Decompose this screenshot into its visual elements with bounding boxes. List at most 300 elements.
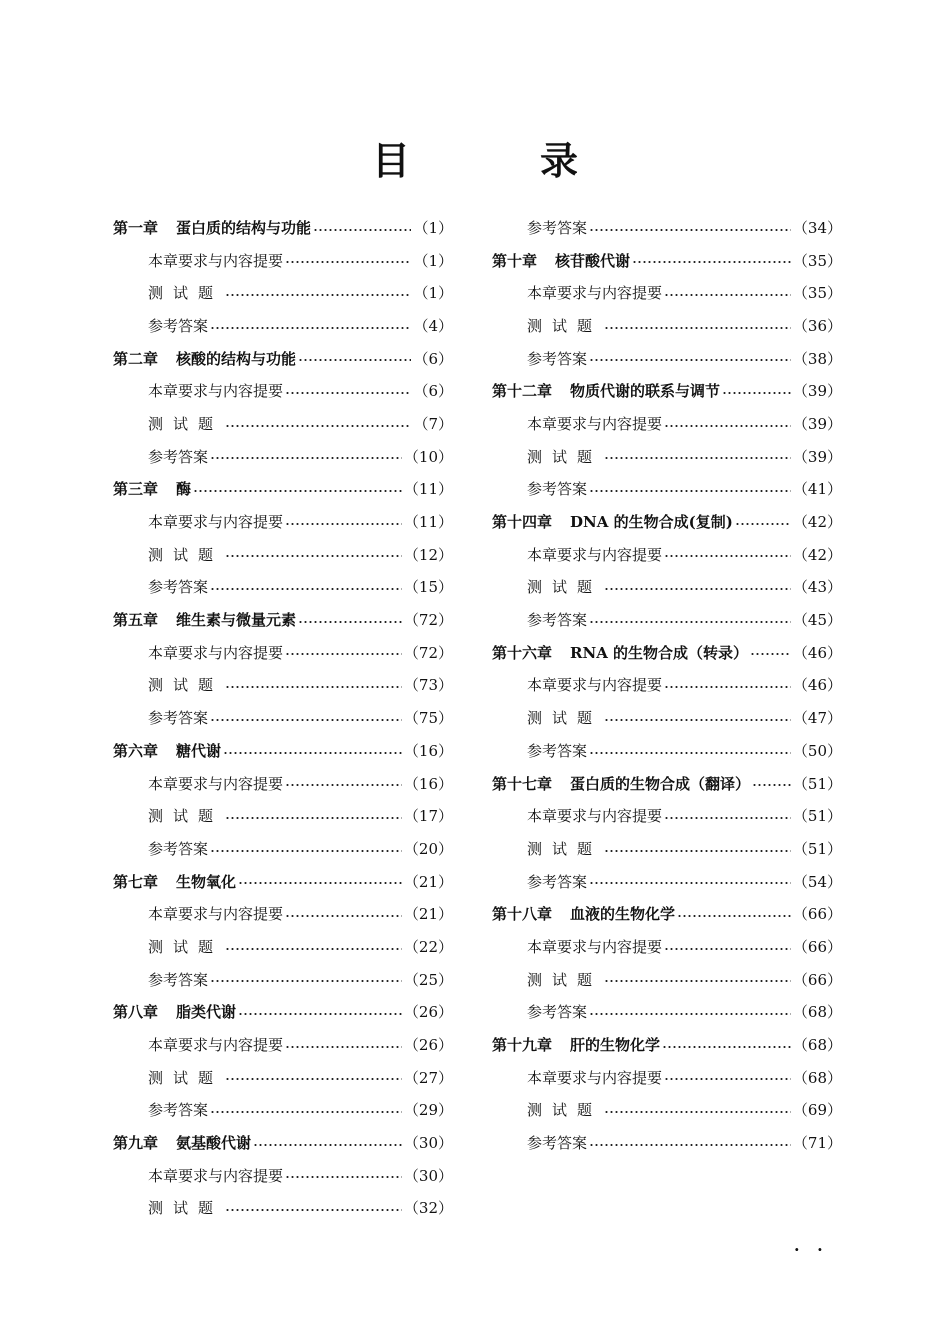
chapter-number: 第十七章: [492, 774, 553, 793]
page-number: （34）: [792, 218, 842, 237]
toc-section-entry: [113, 571, 453, 604]
toc-section-entry: [113, 309, 453, 342]
toc-section-entry: [113, 767, 453, 800]
page-number: （43）: [792, 578, 842, 597]
chapter-number: 第十二章: [492, 382, 553, 401]
dot-leader: [677, 906, 791, 921]
entry-text: 测试题: [527, 709, 603, 728]
toc-section-entry: [492, 865, 842, 898]
toc-entry-title: [148, 903, 283, 924]
page-number: （66）: [792, 970, 842, 989]
page-number: （12）: [403, 545, 453, 564]
dot-leader: [223, 743, 402, 758]
toc-section-entry: [492, 440, 842, 473]
chapter-number: 第一章: [113, 218, 159, 237]
dot-leader: [225, 547, 402, 562]
page-number: （72）: [403, 643, 453, 662]
page-number: （68）: [792, 1036, 842, 1055]
page-number: （25）: [403, 970, 453, 989]
dot-leader: [664, 939, 791, 954]
entry-text: 测试题: [148, 545, 224, 564]
dot-leader: [253, 1135, 402, 1150]
page-number: （30）: [403, 1134, 453, 1153]
toc-section-entry: [113, 276, 453, 309]
dot-leader: [589, 220, 791, 235]
toc-section-entry: [113, 1061, 453, 1094]
toc-section-entry: [113, 636, 453, 669]
toc-entry-title: [492, 903, 675, 924]
toc-section-entry: [113, 799, 453, 832]
entry-text: 本章要求与内容提要: [148, 513, 284, 532]
toc-section-entry: [492, 996, 842, 1029]
page-number: （46）: [792, 643, 842, 662]
toc-entry-title: [527, 1001, 587, 1022]
toc-chapter-entry: [492, 505, 842, 538]
dot-leader: [662, 1037, 791, 1052]
entry-text: 参考答案: [527, 349, 588, 368]
toc-entry-title: [527, 969, 602, 990]
toc-entry-title: [148, 413, 223, 434]
toc-chapter-entry: [492, 374, 842, 407]
toc-chapter-entry: [113, 211, 453, 244]
entry-text: 维生素与微量元素: [176, 611, 297, 630]
toc-chapter-entry: [113, 865, 453, 898]
toc-chapter-entry: [492, 767, 842, 800]
toc-section-entry: [113, 1028, 453, 1061]
toc-entry-title: [148, 446, 208, 467]
toc-section-entry: [113, 930, 453, 963]
toc-section-entry: [113, 1192, 453, 1225]
chapter-number: 第五章: [113, 611, 159, 630]
dot-leader: [285, 253, 411, 268]
page-number: （26）: [403, 1003, 453, 1022]
toc-section-entry: [492, 407, 842, 440]
toc-section-entry: [492, 603, 842, 636]
toc-entry-title: [148, 1067, 223, 1088]
toc-right-column: [492, 211, 842, 1159]
page-number: （47）: [792, 709, 842, 728]
toc-chapter-entry: [113, 1126, 453, 1159]
toc-entry-title: [148, 674, 223, 695]
page-number: （35）: [792, 284, 842, 303]
entry-text: 参考答案: [148, 709, 209, 728]
toc-entry-title: [527, 674, 662, 695]
page-number: （11）: [403, 480, 453, 499]
dot-leader: [722, 383, 791, 398]
entry-text: 物质代谢的联系与调节: [570, 382, 721, 401]
toc-section-entry: [113, 244, 453, 277]
page-number: （38）: [792, 349, 842, 368]
toc-entry-title: [148, 936, 223, 957]
toc-section-entry: [492, 538, 842, 571]
toc-entry-title: [148, 838, 208, 859]
dot-leader: [589, 874, 791, 889]
dot-leader: [285, 1168, 402, 1183]
toc-section-entry: [113, 440, 453, 473]
toc-chapter-entry: [113, 603, 453, 636]
toc-section-entry: [492, 669, 842, 702]
page-number: （6）: [413, 382, 453, 401]
toc-section-entry: [492, 701, 842, 734]
chapter-number: 第七章: [113, 872, 159, 891]
toc-section-entry: [492, 832, 842, 865]
toc-entry-title: [527, 1132, 587, 1153]
toc-entry-title: [113, 1001, 236, 1022]
entry-text: 测试题: [527, 316, 603, 335]
page-number: （15）: [403, 578, 453, 597]
entry-text: 酶: [176, 480, 192, 499]
dot-leader: [664, 808, 791, 823]
toc-section-entry: [113, 538, 453, 571]
toc-entry-title: [492, 380, 720, 401]
chapter-number: 第八章: [113, 1003, 159, 1022]
entry-text: 本章要求与内容提要: [148, 643, 284, 662]
entry-text: 蛋白质的结构与功能: [176, 218, 312, 237]
toc-chapter-entry: [113, 342, 453, 375]
toc-entry-title: [113, 609, 296, 630]
dot-leader: [664, 1070, 791, 1085]
toc-entry-title: [527, 871, 587, 892]
page-number: （39）: [792, 382, 842, 401]
toc-entry-title: [113, 871, 236, 892]
toc-section-entry: [113, 701, 453, 734]
dot-leader: [225, 1200, 402, 1215]
page-number: （11）: [403, 513, 453, 532]
page-number: （68）: [792, 1068, 842, 1087]
toc-entry-title: [492, 250, 630, 271]
entry-text: 测试题: [527, 447, 603, 466]
dot-leader: [285, 1037, 402, 1052]
page-number: （16）: [403, 774, 453, 793]
toc-entry-title: [527, 413, 662, 434]
page-number: （41）: [792, 480, 842, 499]
entry-text: 参考答案: [148, 970, 209, 989]
dot-leader: [589, 1135, 791, 1150]
dot-leader: [632, 253, 791, 268]
chapter-number: 第九章: [113, 1134, 159, 1153]
entry-text: 测试题: [148, 1068, 224, 1087]
chapter-number: 第十六章: [492, 643, 553, 662]
entry-text: 测试题: [148, 937, 224, 956]
page-number: （51）: [792, 807, 842, 826]
dot-leader: [604, 318, 791, 333]
page-number: （32）: [403, 1199, 453, 1218]
toc-section-entry: [492, 473, 842, 506]
toc-entry-title: [492, 642, 748, 663]
entry-text: 参考答案: [527, 611, 588, 630]
toc-section-entry: [113, 1159, 453, 1192]
dot-leader: [285, 776, 402, 791]
entry-text: 氨基酸代谢: [176, 1134, 252, 1153]
dot-leader: [285, 514, 402, 529]
toc-entry-title: [113, 740, 221, 761]
entry-text: 测试题: [148, 284, 224, 303]
entry-text: 测试题: [527, 578, 603, 597]
page-number: （7）: [413, 414, 453, 433]
toc-section-entry: [113, 407, 453, 440]
page-number: （1）: [413, 218, 453, 237]
dot-leader: [225, 808, 402, 823]
chapter-number: 第十八章: [492, 905, 553, 924]
page-number: （69）: [792, 1101, 842, 1120]
toc-chapter-entry: [113, 473, 453, 506]
page-number: （54）: [792, 872, 842, 891]
dot-leader: [664, 416, 791, 431]
entry-text: DNA 的生物合成(复制): [570, 513, 733, 532]
entry-text: 测试题: [527, 970, 603, 989]
entry-text: 本章要求与内容提要: [527, 1068, 663, 1087]
toc-section-entry: [113, 505, 453, 538]
entry-text: 参考答案: [527, 218, 588, 237]
toc-entry-title: [527, 805, 662, 826]
dot-leader: [225, 677, 402, 692]
dot-leader: [604, 449, 791, 464]
entry-text: 本章要求与内容提要: [148, 382, 284, 401]
page-number: （1）: [413, 284, 453, 303]
toc-section-entry: [113, 897, 453, 930]
dot-leader: [313, 220, 411, 235]
toc-entry-title: [527, 544, 662, 565]
dot-leader: [225, 1070, 402, 1085]
dot-leader: [735, 514, 791, 529]
dot-leader: [604, 579, 791, 594]
page-number: （10）: [403, 447, 453, 466]
toc-section-entry: [113, 374, 453, 407]
toc-entry-title: [527, 348, 587, 369]
toc-entry-title: [527, 609, 587, 630]
dot-leader: [285, 383, 411, 398]
dot-leader: [589, 743, 791, 758]
page-number: （1）: [413, 251, 453, 270]
toc-entry-title: [148, 380, 283, 401]
page-number: （45）: [792, 611, 842, 630]
toc-chapter-entry: [492, 1028, 842, 1061]
toc-entry-title: [492, 511, 733, 532]
toc-entry-title: [527, 446, 602, 467]
toc-left-column: [113, 211, 453, 1224]
toc-entry-title: [148, 1034, 283, 1055]
dot-leader: [210, 579, 402, 594]
page-number: （27）: [403, 1068, 453, 1087]
toc-section-entry: [492, 571, 842, 604]
toc-entry-title: [527, 936, 662, 957]
entry-text: 肝的生物化学: [570, 1036, 661, 1055]
page-number: （26）: [403, 1036, 453, 1055]
chapter-number: 第十九章: [492, 1036, 553, 1055]
entry-text: 本章要求与内容提要: [527, 807, 663, 826]
page-number: （35）: [792, 251, 842, 270]
entry-text: 测试题: [148, 807, 224, 826]
entry-text: 参考答案: [527, 872, 588, 891]
page-number: （46）: [792, 676, 842, 695]
page-number: （29）: [403, 1101, 453, 1120]
dot-leader: [225, 285, 411, 300]
page-number: （42）: [792, 513, 842, 532]
page-number: （66）: [792, 905, 842, 924]
entry-text: 本章要求与内容提要: [527, 414, 663, 433]
entry-text: 测试题: [148, 1199, 224, 1218]
entry-text: 本章要求与内容提要: [527, 545, 663, 564]
page-number: （66）: [792, 937, 842, 956]
entry-text: 测试题: [527, 1101, 603, 1120]
toc-entry-title: [527, 1099, 602, 1120]
toc-entry-title: [148, 969, 208, 990]
chapter-number: 第三章: [113, 480, 159, 499]
dot-leader: [285, 906, 402, 921]
dot-leader: [750, 645, 791, 660]
toc-entry-title: [527, 707, 602, 728]
toc-section-entry: [113, 669, 453, 702]
entry-text: RNA 的生物合成（转录）: [570, 643, 749, 662]
page-number: （4）: [413, 316, 453, 335]
dot-leader: [210, 972, 402, 987]
toc-entry-title: [113, 348, 296, 369]
dot-leader: [210, 710, 402, 725]
entry-text: 血液的生物化学: [570, 905, 676, 924]
entry-text: 本章要求与内容提要: [148, 251, 284, 270]
dot-leader: [664, 677, 791, 692]
page-footer-marks: · ·: [794, 1240, 829, 1259]
dot-leader: [604, 710, 791, 725]
toc-entry-title: [148, 805, 223, 826]
entry-text: 测试题: [527, 839, 603, 858]
toc-entry-title: [527, 1067, 662, 1088]
chapter-number: 第二章: [113, 349, 159, 368]
page-title: 目 录: [371, 138, 624, 183]
entry-text: 参考答案: [148, 316, 209, 335]
toc-section-entry: [492, 1094, 842, 1127]
page-number: （20）: [403, 839, 453, 858]
page-number: （72）: [403, 611, 453, 630]
entry-text: 参考答案: [527, 1003, 588, 1022]
dot-leader: [589, 612, 791, 627]
toc-section-entry: [492, 963, 842, 996]
dot-leader: [589, 351, 791, 366]
toc-chapter-entry: [492, 244, 842, 277]
toc-entry-title: [113, 217, 311, 238]
entry-text: 参考答案: [148, 1101, 209, 1120]
page-number: （22）: [403, 937, 453, 956]
toc-entry-title: [148, 315, 208, 336]
entry-text: 核苷酸代谢: [555, 251, 631, 270]
page-number: （51）: [792, 774, 842, 793]
dot-leader: [298, 612, 402, 627]
toc-section-entry: [113, 1094, 453, 1127]
page-number: （21）: [403, 872, 453, 891]
dot-leader: [210, 1102, 402, 1117]
toc-section-entry: [492, 276, 842, 309]
toc-entry-title: [148, 511, 283, 532]
entry-text: 参考答案: [148, 839, 209, 858]
page-number: （42）: [792, 545, 842, 564]
toc-section-entry: [492, 734, 842, 767]
toc-section-entry: [492, 1126, 842, 1159]
dot-leader: [285, 645, 402, 660]
page-number: （51）: [792, 839, 842, 858]
toc-section-entry: [492, 930, 842, 963]
toc-entry-title: [148, 544, 223, 565]
toc-section-entry: [113, 963, 453, 996]
toc-entry-title: [527, 740, 587, 761]
dot-leader: [589, 1004, 791, 1019]
entry-text: 测试题: [148, 676, 224, 695]
dot-leader: [210, 841, 402, 856]
toc-entry-title: [527, 217, 587, 238]
toc-entry-title: [148, 250, 283, 271]
toc-entry-title: [148, 282, 223, 303]
entry-text: 核酸的结构与功能: [176, 349, 297, 368]
page-number: （68）: [792, 1003, 842, 1022]
page-number: （73）: [403, 676, 453, 695]
toc-section-entry: [492, 309, 842, 342]
toc-entry-title: [148, 576, 208, 597]
entry-text: 糖代谢: [176, 741, 222, 760]
entry-text: 参考答案: [148, 578, 209, 597]
dot-leader: [238, 1004, 402, 1019]
toc-entry-title: [148, 1099, 208, 1120]
toc-entry-title: [148, 1197, 223, 1218]
page-number: （21）: [403, 905, 453, 924]
dot-leader: [210, 449, 402, 464]
toc-entry-title: [148, 642, 283, 663]
toc-entry-title: [527, 282, 662, 303]
page-number: （6）: [413, 349, 453, 368]
page-number: （75）: [403, 709, 453, 728]
page-number: （39）: [792, 447, 842, 466]
toc-entry-title: [527, 838, 602, 859]
page-number: （71）: [792, 1134, 842, 1153]
page-number: （30）: [403, 1166, 453, 1185]
dot-leader: [589, 481, 791, 496]
dot-leader: [225, 939, 402, 954]
dot-leader: [752, 776, 791, 791]
page-number: （50）: [792, 741, 842, 760]
toc-chapter-entry: [492, 636, 842, 669]
toc-entry-title: [148, 773, 283, 794]
entry-text: 蛋白质的生物合成（翻译）: [570, 774, 751, 793]
toc-entry-title: [113, 1132, 251, 1153]
page-number: （17）: [403, 807, 453, 826]
dot-leader: [664, 285, 791, 300]
dot-leader: [193, 481, 402, 496]
entry-text: 测试题: [148, 414, 224, 433]
toc-section-entry: [492, 799, 842, 832]
toc-entry-title: [527, 315, 602, 336]
page-number: （16）: [403, 741, 453, 760]
page-number: （36）: [792, 316, 842, 335]
toc-chapter-entry: [113, 734, 453, 767]
dot-leader: [604, 841, 791, 856]
entry-text: 本章要求与内容提要: [148, 1036, 284, 1055]
dot-leader: [604, 972, 791, 987]
entry-text: 本章要求与内容提要: [527, 284, 663, 303]
toc-chapter-entry: [113, 996, 453, 1029]
toc-entry-title: [492, 773, 750, 794]
entry-text: 本章要求与内容提要: [527, 937, 663, 956]
toc-section-entry: [492, 1061, 842, 1094]
chapter-number: 第十章: [492, 251, 538, 270]
page-number: （39）: [792, 414, 842, 433]
entry-text: 参考答案: [527, 480, 588, 499]
toc-section-entry: [492, 342, 842, 375]
chapter-number: 第六章: [113, 741, 159, 760]
entry-text: 本章要求与内容提要: [148, 774, 284, 793]
entry-text: 本章要求与内容提要: [148, 1166, 284, 1185]
toc-entry-title: [492, 1034, 660, 1055]
entry-text: 脂类代谢: [176, 1003, 237, 1022]
dot-leader: [604, 1102, 791, 1117]
dot-leader: [210, 318, 411, 333]
